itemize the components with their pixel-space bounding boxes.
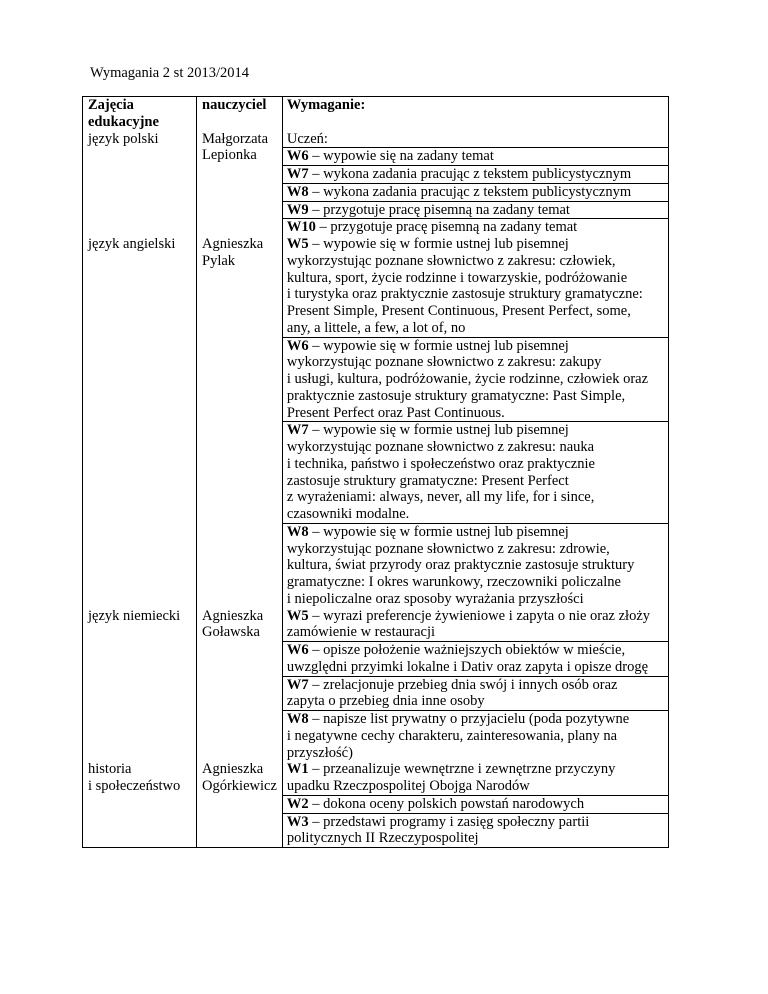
- header-requirement: Wymaganie:: [282, 97, 668, 131]
- requirement-cell: [282, 761, 668, 847]
- header-teacher: nauczyciel: [197, 97, 283, 131]
- requirement-item: W6 – opisze położenie ważniejszych obiektów w mieście, uwzględni przyimki lokalne i Dativ oraz zapyta i opisze drogę: [283, 642, 668, 677]
- requirement-cell: [282, 131, 668, 237]
- requirement-cell: [282, 236, 668, 608]
- requirement-item: W10 – przygotuje pracę pisemną na zadany temat: [286, 219, 578, 236]
- requirement-item: W6 – wypowie się na zadany temat: [283, 148, 668, 166]
- teacher-cell: Agnieszka Goławska: [197, 608, 283, 762]
- table-row: [83, 761, 669, 847]
- subject-cell: historia i społeczeństwo: [83, 761, 197, 847]
- subject-cell: język niemiecki: [83, 608, 197, 762]
- subject-cell: język polski: [83, 131, 197, 237]
- requirement-cell: [282, 608, 668, 762]
- requirement-item: W6 – wypowie się w formie ustnej lub pisemnej wykorzystując poznane słownictwo z zakresu: zakupy i usługi, kultura, podróżowanie, życie rodzinne, człowiek oraz praktycznie zastosuje struktury gramatyczne: Past Simple, Present Perfect oraz Past Continuous.: [283, 338, 668, 423]
- requirement-item: W5 – wyrazi preferencje żywieniowe i zapyta o nie oraz złoży zamówienie w restauracji: [283, 608, 668, 643]
- requirement-item: W8 – wypowie się w formie ustnej lub pisemnej wykorzystując poznane słownictwo z zakresu: zdrowie, kultura, świat przyrody oraz praktycznie zastosuje struktury gramatyczne: I okres warunkowy, rzeczowniki policzalne i niepoliczalne oraz sposoby wyrażania przyszłości: [286, 523, 635, 607]
- requirement-item: W8 – napisze list prywatny o przyjacielu (poda pozytywne i negatywne cechy charakteru, zainteresowania, plany na przyszłość): [286, 711, 630, 761]
- requirement-item: W5 – wypowie się w formie ustnej lub pisemnej wykorzystując poznane słownictwo z zakresu: człowiek, kultura, sport, życie rodzinne i towarzyskie, podróżowanie i turystyka oraz praktycznie zastosuje struktury gramatyczne: Present Simple, Present Continuous, Present Perfect, some, any, a littele, a few, a lot of, no: [283, 236, 668, 338]
- table-row: [83, 236, 669, 608]
- teacher-cell: Agnieszka Pylak: [197, 236, 283, 608]
- subject-cell: język angielski: [83, 236, 197, 608]
- table-row: [83, 608, 669, 762]
- teacher-cell: Małgorzata Lepionka: [197, 131, 283, 237]
- requirement-item: W7 – wypowie się w formie ustnej lub pisemnej wykorzystując poznane słownictwo z zakresu: nauka i technika, państwo i społeczeństwo oraz praktycznie zastosuje struktury gramatyczne: Present Perfect z wyrażeniami: always, never, all my life, for i since, czasowniki modalne.: [283, 422, 668, 524]
- requirement-item: W9 – przygotuje pracę pisemną na zadany temat: [283, 202, 668, 220]
- teacher-cell: Agnieszka Ogórkiewicz: [197, 761, 283, 847]
- requirement-item: W3 – przedstawi programy i zasięg społeczny partii politycznych II Rzeczypospolitej: [286, 813, 590, 847]
- header-subject: Zajęcia edukacyjne: [83, 97, 197, 131]
- document-title: Wymagania 2 st 2013/2014: [90, 65, 250, 81]
- requirement-item: W7 – zrelacjonuje przebieg dnia swój i innych osób oraz zapyta o przebieg dnia inne osoby: [283, 677, 668, 712]
- header-row: [83, 97, 669, 131]
- requirement-intro: Uczeń:: [283, 131, 668, 149]
- requirement-item: W7 – wykona zadania pracując z tekstem publicystycznym: [283, 166, 668, 184]
- table-row: [83, 131, 669, 237]
- requirement-item: W2 – dokona oceny polskich powstań narodowych: [283, 796, 668, 814]
- requirement-item: W8 – wykona zadania pracując z tekstem publicystycznym: [283, 184, 668, 202]
- requirement-item: W1 – przeanalizuje wewnętrzne i zewnętrzne przyczyny upadku Rzeczpospolitej Obojga Narodów: [283, 761, 668, 796]
- requirements-table: [82, 96, 669, 848]
